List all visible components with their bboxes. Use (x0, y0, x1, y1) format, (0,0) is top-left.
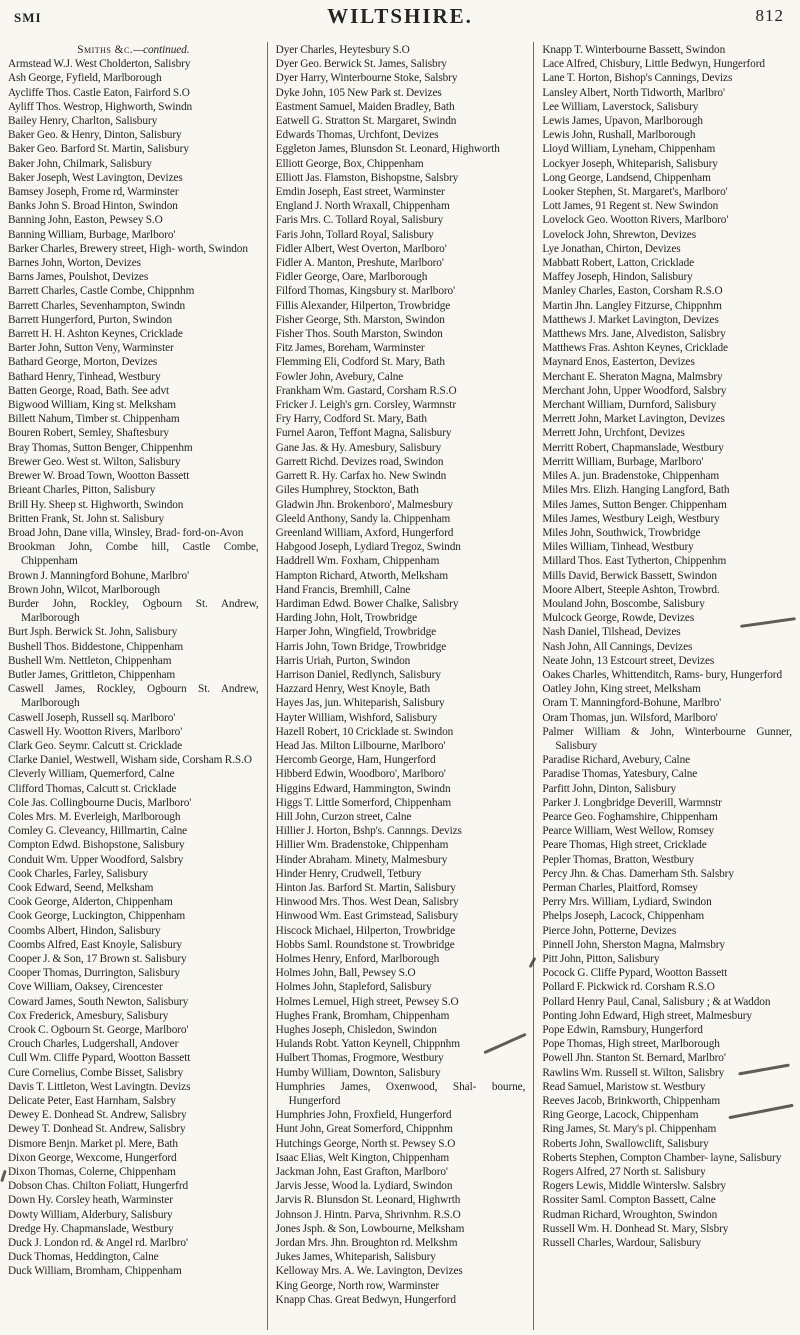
directory-entry: Lovelock John, Shrewton, Devizes (542, 228, 697, 241)
directory-entry: Hulands Robt. Yatton Keynell, Chippnhm (275, 1038, 460, 1051)
directory-entry: Delicate Peter, East Harnham, Salsbry (8, 1095, 176, 1108)
directory-entry: Hazzard Henry, West Knoyle, Bath (275, 683, 431, 696)
directory-entry: Barns James, Poulshot, Devizes (8, 271, 149, 284)
directory-entry: Ring George, Lacock, Chippenham (542, 1109, 699, 1122)
directory-entry: King George, North row, Warminster (275, 1279, 440, 1292)
directory-entry: Palmer William & John, Winterbourne Gunner, Salisbury (542, 725, 792, 752)
page-title: WILTSHIRE. (327, 4, 473, 28)
directory-entry: Coles Mrs. M. Everleigh, Marlborough (8, 810, 181, 823)
directory-entry: Miles A. jun. Bradenstoke, Chippenham (542, 470, 720, 483)
directory-entry: Dyer Geo. Berwick St. James, Salisbry (275, 58, 447, 71)
directory-entry: Brown John, Wilcot, Marlborough (8, 583, 160, 596)
directory-entry: Harris Uriah, Purton, Swindon (275, 654, 411, 667)
directory-entry: Lewis John, Rushall, Marlborough (542, 129, 696, 142)
directory-entry: Dewey E. Donhead St. Andrew, Salisbry (8, 1109, 187, 1122)
directory-entry: Oakes Charles, Whittenditch, Rams- bury, Hungerford (542, 668, 782, 681)
page-number: 812 (755, 6, 784, 25)
directory-entry: Cook Charles, Farley, Salisbury (8, 867, 148, 880)
directory-entry: Hughes Joseph, Chisledon, Swindon (275, 1024, 437, 1037)
directory-entry: Jarvis R. Blunsdon St. Leonard, Highwrth (275, 1194, 461, 1207)
directory-entry: Brewer Geo. West st. Wilton, Salisbury (8, 455, 181, 468)
directory-entry: Mulcock George, Rowde, Devizes (542, 612, 695, 625)
directory-entry: Nash Daniel, Tilshead, Devizes (542, 626, 681, 639)
directory-entry: Ayliff Thos. Westrop, Highworth, Swindn (8, 100, 193, 113)
directory-entry: Garrett R. Hy. Carfax ho. New Swindn (275, 470, 447, 483)
column-1-entries (8, 57, 259, 1278)
directory-entry: Bathard George, Morton, Devizes (8, 356, 158, 369)
directory-entry: Cooper J. & Son, 17 Brown st. Salisbury (8, 953, 187, 965)
directory-entry: Brill Hy. Sheep st. Highworth, Swindon (8, 498, 184, 511)
directory-entry: Cove William, Oaksey, Cirencester (8, 981, 163, 994)
directory-entry: Pollard Henry Paul, Canal, Salisbury ; & at Waddon (542, 995, 771, 1008)
directory-entry: Brown J. Manningford Bohune, Marlbro' (8, 569, 190, 582)
directory-entry: Hazell Robert, 10 Cricklade st. Swindon (275, 725, 454, 738)
directory-entry: Furnel Aaron, Teffont Magna, Salisbury (275, 427, 452, 440)
directory-entry: Jordan Mrs. Jhn. Broughton rd. Melkshm (275, 1237, 458, 1250)
directory-entry: Oatley John, King street, Melksham (542, 683, 701, 696)
directory-entry: Jarvis Jesse, Wood la. Lydiard, Swindon (275, 1180, 453, 1193)
directory-entry: Reeves Jacob, Brinkworth, Chippenham (542, 1095, 721, 1108)
directory-entry: Powell Jhn. Stanton St. Bernard, Marlbro' (542, 1052, 726, 1065)
directory-entry: Russell Charles, Wardour, Salisbury (542, 1237, 702, 1250)
directory-entry: Fitz James, Boreham, Warminster (275, 342, 425, 355)
directory-entry: Roberts John, Swallowclift, Salisbury (542, 1137, 709, 1150)
directory-entry: Barrett H. H. Ashton Keynes, Cricklade (8, 328, 183, 341)
directory-entry: Elliott George, Box, Chippenham (275, 157, 424, 170)
directory-entry: Billett Nahum, Timber st. Chippenham (8, 413, 180, 426)
directory-entry: Garrett Richd. Devizes road, Swindon (275, 455, 444, 468)
directory-entry: Phelps Joseph, Lacock, Chippenham (542, 910, 705, 923)
directory-entry: Pope Thomas, High street, Marlborough (542, 1038, 720, 1051)
directory-entry: Bailey Henry, Charlton, Salisbury (8, 115, 158, 128)
directory-entry: Humby William, Downton, Salisbury (275, 1066, 441, 1079)
directory-entry: Bushell Thos. Biddestone, Chippenham (8, 640, 184, 653)
directory-entry: Matthews Mrs. Jane, Alvediston, Salisbry (542, 328, 726, 341)
directory-entry: Moore Albert, Steeple Ashton, Trowbrd. (542, 583, 720, 596)
directory-columns (0, 42, 800, 1330)
directory-entry: Giles Humphrey, Stockton, Bath (275, 484, 419, 497)
directory-entry: Parker J. Longbridge Deverill, Warmnstr (542, 796, 722, 809)
directory-entry: England J. North Wraxall, Chippenham (275, 200, 450, 213)
directory-entry: Cox Frederick, Amesbury, Salisbury (8, 1009, 169, 1022)
directory-entry: Britten Frank, St. John st. Salisbury (8, 512, 165, 525)
directory-entry: Ponting John Edward, High street, Malmesbury (542, 1009, 752, 1022)
directory-entry: Humphries John, Froxfield, Hungerford (275, 1109, 452, 1122)
directory-entry: Batten George, Road, Bath. See advt (8, 384, 170, 397)
running-head: SMI (14, 10, 42, 25)
directory-entry: Jones Jsph. & Son, Lowbourne, Melksham (275, 1222, 465, 1235)
directory-entry: Gladwin Jhn. Brokenboro', Malmesbury (275, 498, 453, 511)
directory-entry: Jukes James, Whiteparish, Salisbury (275, 1251, 436, 1264)
column-2 (267, 42, 534, 1330)
directory-entry: Hand Francis, Bremhill, Calne (275, 583, 411, 596)
directory-entry: Burder John, Rockley, Ogbourn St. Andrew, Marlborough (8, 597, 259, 625)
directory-entry: Ash George, Fyfield, Marlborough (8, 72, 162, 85)
directory-entry: Perman Charles, Plaitford, Romsey (542, 881, 698, 894)
directory-entry: Miles William, Tinhead, Westbury (542, 541, 694, 554)
directory-entry: Read Samuel, Maristow st. Westbury (542, 1080, 706, 1093)
directory-entry: Hardiman Edwd. Bower Chalke, Salisbry (275, 597, 459, 610)
section-heading-continued: —continued. (133, 44, 190, 56)
directory-entry: Pearce Geo. Foghamshire, Chippenham (542, 810, 718, 823)
directory-entry: Hinton Jas. Barford St. Martin, Salisbury (275, 881, 456, 894)
directory-entry: Clarke Daniel, Westwell, Wisham side, Corsham R.S.O (8, 754, 252, 767)
directory-entry: Pitt John, Pitton, Salisbury (542, 953, 660, 965)
directory-entry: Eggleton James, Blunsdon St. Leonard, Highworth (275, 143, 500, 156)
directory-entry: Cook George, Alderton, Chippenham (8, 896, 173, 909)
directory-entry: Harper John, Wingfield, Trowbridge (275, 626, 437, 639)
directory-entry: Barrett Charles, Sevenhampton, Swindn (8, 299, 186, 312)
directory-entry: Holmes John, Stapleford, Salisbury (275, 981, 432, 994)
directory-entry: Kelloway Mrs. A. We. Lavington, Devizes (275, 1265, 463, 1278)
directory-entry: Cooper Thomas, Durrington, Salisbury (8, 967, 180, 980)
directory-entry: Rogers Alfred, 27 North st. Salisbury (542, 1166, 706, 1179)
directory-entry: Duck William, Bromham, Chippenham (8, 1265, 182, 1278)
directory-entry: Eatwell G. Stratton St. Margaret, Swindn (275, 115, 457, 128)
directory-entry: Merchant John, Upper Woodford, Salsbry (542, 384, 727, 397)
directory-entry: Dismore Benjn. Market pl. Mere, Bath (8, 1137, 178, 1150)
directory-entry: Maffey Joseph, Hindon, Salisbury (542, 271, 693, 284)
directory-entry: Hibberd Edwin, Woodboro', Marlboro' (275, 768, 446, 781)
directory-entry: Faris John, Tollard Royal, Salisbury (275, 228, 434, 241)
directory-entry: Bouren Robert, Semley, Shaftesbury (8, 427, 169, 440)
directory-entry: Barker Charles, Brewery street, High- worth, Swindon (8, 242, 248, 255)
column-2-entries (276, 43, 526, 1307)
directory-entry: Baker Joseph, West Lavington, Devizes (8, 171, 183, 184)
directory-entry: Fidler Albert, West Overton, Marlboro' (275, 242, 447, 255)
directory-entry: Manley Charles, Easton, Corsham R.S.O (542, 285, 723, 298)
directory-entry: Miles Mrs. Elizh. Hanging Langford, Bath (542, 484, 730, 497)
directory-entry: Dyke John, 105 New Park st. Devizes (275, 86, 442, 99)
directory-entry: Lloyd William, Lyneham, Chippenham (542, 143, 716, 156)
directory-entry: Hunt John, Great Somerford, Chippnhm (275, 1123, 453, 1136)
directory-entry: Isaac Elias, Welt Kington, Chippenham (275, 1151, 450, 1164)
directory-entry: Hughes Frank, Bromham, Chippenham (275, 1009, 450, 1022)
directory-entry: Hercomb George, Ham, Hungerford (275, 754, 436, 767)
directory-entry: Percy Jhn. & Chas. Damerham Sth. Salsbry (542, 867, 734, 880)
directory-entry: Pollard F. Pickwick rd. Corsham R.S.O (542, 981, 715, 994)
directory-entry: Banning John, Easton, Pewsey S.O (8, 214, 163, 227)
directory-entry: Humphries James, Oxenwood, Shal- bourne, Hungerford (275, 1080, 526, 1108)
directory-entry: Knapp T. Winterbourne Bassett, Swindon (542, 44, 726, 56)
directory-entry: Lovelock Geo. Wootton Rivers, Marlboro' (542, 214, 729, 227)
directory-entry: Gane Jas. & Hy. Amesbury, Salisbury (275, 441, 442, 454)
directory-entry: Holmes John, Ball, Pewsey S.O (275, 967, 416, 980)
directory-entry: Hinwood Wm. East Grimstead, Salisbury (275, 910, 459, 923)
directory-entry: Hayter William, Wishford, Salisbury (275, 711, 438, 724)
directory-entry: Barrett Charles, Castle Combe, Chippnhm (8, 285, 195, 298)
directory-entry: Barrett Hungerford, Purton, Swindon (8, 313, 173, 326)
directory-entry: Bigwood William, King st. Melksham (8, 399, 176, 412)
directory-entry: Pinnell John, Sherston Magna, Malmsbry (542, 938, 725, 951)
directory-entry: Crook C. Ogbourn St. George, Marlboro' (8, 1024, 189, 1037)
directory-entry: Higgs T. Little Somerford, Chippenham (275, 796, 452, 809)
directory-entry: Dobson Chas. Chilton Foliatt, Hungerfrd (8, 1180, 189, 1193)
directory-entry: Oram T. Manningford-Bohune, Marlbro' (542, 697, 722, 710)
directory-entry: Rudman Richard, Wroughton, Swindon (542, 1208, 718, 1221)
directory-entry: Lansley Albert, North Tidworth, Marlbro' (542, 86, 725, 99)
directory-entry: Habgood Joseph, Lydiard Tregoz, Swindn (275, 541, 461, 554)
directory-entry: Hinder Abraham. Minety, Malmesbury (275, 853, 448, 866)
directory-entry: Clifford Thomas, Calcutt st. Cricklade (8, 782, 177, 795)
directory-entry: Looker Stephen, St. Margaret's, Marlboro' (542, 186, 728, 199)
directory-entry: Lace Alfred, Chisbury, Little Bedwyn, Hungerford (542, 58, 765, 71)
directory-entry: Maynard Enos, Easterton, Devizes (542, 356, 695, 369)
directory-entry: Neate John, 13 Estcourt street, Devizes (542, 654, 715, 667)
directory-entry: Matthews J. Market Lavington, Devizes (542, 313, 719, 326)
directory-entry: Filford Thomas, Kingsbury st. Marlboro' (275, 285, 456, 298)
section-heading-name: Smiths &c. (77, 44, 134, 56)
directory-entry: Hillier J. Horton, Bshp's. Cannngs. Devizs (275, 825, 462, 838)
directory-entry: Paradise Richard, Avebury, Calne (542, 754, 691, 767)
directory-entry: Hinwood Mrs. Thos. West Dean, Salisbry (275, 896, 459, 909)
directory-entry: Rossiter Saml. Compton Bassett, Calne (542, 1194, 716, 1207)
directory-entry: Cook Edward, Seend, Melksham (8, 881, 154, 894)
directory-entry: Long George, Landsend, Chippenham (542, 171, 711, 184)
directory-entry: Dewey T. Donhead St. Andrew, Salisbry (8, 1123, 186, 1136)
page-header (0, 0, 800, 42)
directory-entry: Fillis Alexander, Hilperton, Trowbridge (275, 299, 451, 312)
directory-entry: Greenland William, Axford, Hungerford (275, 526, 454, 539)
directory-entry: Bray Thomas, Sutton Benger, Chippenhm (8, 441, 193, 454)
directory-entry: Banning William, Burbage, Marlboro' (8, 228, 176, 241)
directory-entry: Baker Geo. & Henry, Dinton, Salisbury (8, 129, 182, 142)
directory-entry: Hobbs Saml. Roundstone st. Trowbridge (275, 938, 455, 951)
directory-entry: Knapp Chas. Great Bedwyn, Hungerford (275, 1293, 456, 1306)
directory-entry: Pocock G. Cliffe Pypard, Wootton Bassett (542, 967, 728, 980)
directory-entry: Conduit Wm. Upper Woodford, Salsbry (8, 853, 184, 866)
directory-entry: Bamsey Joseph, Frome rd, Warminster (8, 186, 179, 199)
directory-entry: Miles James, Westbury Leigh, Westbury (542, 512, 720, 525)
directory-entry: Cleverly William, Quemerford, Calne (8, 768, 175, 781)
directory-entry: Mouland John, Boscombe, Salisbury (542, 597, 705, 610)
directory-entry: Perry Mrs. William, Lydiard, Swindon (542, 896, 712, 909)
directory-entry: Comley G. Cleveancy, Hillmartin, Calne (8, 825, 188, 838)
directory-entry: Brookman John, Combe hill, Castle Combe, Chippenham (8, 541, 259, 568)
directory-entry: Butler James, Grittleton, Chippenham (8, 668, 176, 681)
directory-entry: Fisher George, Sth. Marston, Swindon (275, 313, 445, 326)
directory-entry: Aycliffe Thos. Castle Eaton, Fairford S.O (8, 86, 190, 99)
directory-entry: Head Jas. Milton Lilbourne, Marlboro' (275, 739, 446, 752)
directory-entry: Hayes Jas, jun. Whiteparish, Salisbury (275, 697, 445, 710)
directory-entry: Miles John, Southwick, Trowbridge (542, 526, 701, 539)
directory-entry: Paradise Thomas, Yatesbury, Calne (542, 768, 698, 781)
directory-entry: Lockyer Joseph, Whiteparish, Salisbury (542, 157, 718, 170)
directory-entry: Fricker J. Leigh's grn. Corsley, Warmnstr (275, 399, 456, 412)
directory-entry: Gleeld Anthony, Sandy la. Chippenham (275, 512, 451, 525)
directory-entry: Cull Wm. Cliffe Pypard, Wootton Bassett (8, 1052, 191, 1065)
directory-entry: Merritt Robert, Chapmanslade, Westbury (542, 441, 724, 454)
directory-entry: Hiscock Michael, Hilperton, Trowbridge (275, 924, 456, 937)
directory-entry: Flemming Eli, Codford St. Mary, Bath (275, 356, 445, 369)
directory-entry: Hillier Wm. Bradenstoke, Chippenham (275, 839, 449, 852)
directory-entry: Coombs Alfred, East Knoyle, Salisbury (8, 938, 182, 951)
directory-entry: Dixon George, Wexcome, Hungerford (8, 1151, 177, 1164)
directory-entry: Duck J. London rd. & Angel rd. Marlbro' (8, 1237, 188, 1250)
directory-entry: Coward James, South Newton, Salisbury (8, 995, 189, 1008)
directory-entry: Roberts Stephen, Compton Chamber- layne, Salisbury (542, 1151, 782, 1164)
directory-entry: Pope Edwin, Ramsbury, Hungerford (542, 1024, 703, 1037)
directory-entry: Brieant Charles, Pitton, Salisbury (8, 484, 156, 497)
directory-entry: Fisher Thos. South Marston, Swindon (275, 328, 443, 341)
directory-entry: Oram Thomas, jun. Wilsford, Marlboro' (542, 711, 718, 724)
directory-entry: Baker John, Chilmark, Salisbury (8, 157, 152, 170)
directory-entry: Caswell James, Rockley, Ogbourn St. Andrew, Marlborough (8, 683, 259, 710)
directory-entry: Merrett John, Market Lavington, Devizes (542, 413, 725, 426)
section-heading (8, 43, 259, 57)
directory-entry: Dredge Hy. Chapmanslade, Westbury (8, 1222, 174, 1235)
directory-entry: Crouch Charles, Ludgershall, Andover (8, 1038, 179, 1051)
directory-entry: Lee William, Laverstock, Salisbury (542, 100, 699, 113)
directory-entry: Cole Jas. Collingbourne Ducis, Marlboro' (8, 796, 192, 809)
directory-entry: Lewis James, Upavon, Marlborough (542, 115, 703, 128)
directory-entry: Hinder Henry, Crudwell, Tetbury (275, 867, 422, 880)
directory-entry: Barter John, Sutton Veny, Warminster (8, 342, 174, 355)
directory-entry: Miles James, Sutton Benger. Chippenham (542, 498, 727, 511)
directory-entry: Pierce John, Potterne, Devizes (542, 924, 677, 937)
directory-entry: Broad John, Dane villa, Winsley, Brad- ford-on-Avon (8, 526, 244, 539)
directory-entry: Dyer Charles, Heytesbury S.O (275, 44, 410, 56)
directory-entry: Millard Thos. East Tytherton, Chippenhm (542, 555, 727, 568)
directory-entry: Merchant William, Durnford, Salisbury (542, 399, 717, 412)
directory-entry: Hampton Richard, Atworth, Melksham (275, 569, 449, 582)
directory-entry: Nash John, All Cannings, Devizes (542, 640, 693, 653)
directory-entry: Fidler A. Manton, Preshute, Marlboro' (275, 257, 444, 270)
directory-entry: Eastment Samuel, Maiden Bradley, Bath (275, 100, 455, 113)
directory-entry: Burt Jsph. Berwick St. John, Salisbury (8, 626, 178, 639)
directory-entry: Parfitt John, Dinton, Salisbury (542, 782, 677, 795)
directory-entry: Bushell Wm. Nettleton, Chippenham (8, 654, 172, 667)
directory-entry: Edwards Thomas, Urchfont, Devizes (275, 129, 439, 142)
directory-entry: Elliott Jas. Flamston, Bishopstne, Salsbry (275, 171, 459, 184)
directory-entry: Matthews Fras. Ashton Keynes, Cricklade (542, 342, 728, 355)
directory-entry: Hutchings George, North st. Pewsey S.O (275, 1137, 456, 1150)
directory-entry: Faris Mrs. C. Tollard Royal, Salisbury (275, 214, 444, 227)
directory-entry: Martin Jhn. Langley Fitzurse, Chippnhm (542, 299, 722, 312)
directory-entry: Johnson J. Hintn. Parva, Shrivnhm. R.S.O (275, 1208, 461, 1221)
directory-entry: Mills David, Berwick Bassett, Swindon (542, 569, 717, 582)
directory-entry: Cook George, Luckington, Chippenham (8, 910, 186, 923)
directory-entry: Harrison Daniel, Redlynch, Salisbury (275, 668, 441, 681)
directory-entry: Merritt William, Burbage, Marlboro' (542, 455, 704, 468)
column-1 (0, 42, 267, 1330)
directory-entry: Davis T. Littleton, West Lavingtn. Devizs (8, 1080, 191, 1093)
directory-entry: Brewer W. Broad Town, Wootton Bassett (8, 470, 190, 483)
directory-entry: Dowty William, Alderbury, Salisbury (8, 1208, 173, 1221)
directory-entry: Down Hy. Corsley heath, Warminster (8, 1194, 173, 1207)
directory-entry: Bathard Henry, Tinhead, Westbury (8, 370, 161, 383)
directory-entry: Higgins Edward, Hammington, Swindn (275, 782, 451, 795)
column-3 (533, 42, 800, 1330)
directory-entry: Peare Thomas, High street, Cricklade (542, 839, 707, 852)
directory-entry: Barnes John, Worton, Devizes (8, 257, 141, 270)
directory-entry: Harding John, Holt, Trowbridge (275, 612, 418, 625)
directory-entry: Dyer Harry, Winterbourne Stoke, Salsbry (275, 72, 458, 85)
directory-entry: Harris John, Town Bridge, Trowbridge (275, 640, 447, 653)
directory-entry: Armstead W.J. West Cholderton, Salisbry (8, 58, 191, 71)
directory-entry: Holmes Henry, Enford, Marlborough (275, 953, 440, 965)
directory-entry: Haddrell Wm. Foxham, Chippenham (275, 555, 440, 568)
directory-entry: Pepler Thomas, Bratton, Westbury (542, 853, 695, 866)
directory-entry: Fidler George, Oare, Marlborough (275, 271, 428, 284)
directory-entry: Fowler John, Avebury, Calne (275, 370, 404, 383)
directory-entry: Hulbert Thomas, Frogmore, Westbury (275, 1052, 444, 1065)
directory-entry: Dixon Thomas, Colerne, Chippenham (8, 1166, 176, 1179)
directory-entry: Merchant E. Sheraton Magna, Malmsbry (542, 370, 723, 383)
directory-entry: Lott James, 91 Regent st. New Swindon (542, 200, 719, 213)
directory-entry: Clark Geo. Seymr. Calcutt st. Cricklade (8, 739, 183, 752)
directory-entry: Caswell Joseph, Russell sq. Marlboro' (8, 711, 176, 724)
directory-entry: Lye Jonathan, Chirton, Devizes (542, 242, 681, 255)
directory-entry: Hill John, Curzon street, Calne (275, 810, 412, 823)
directory-entry: Fry Harry, Codford St. Mary, Bath (275, 413, 427, 426)
directory-entry: Holmes Lemuel, High street, Pewsey S.O (275, 995, 459, 1008)
directory-entry: Merrett John, Urchfont, Devizes (542, 427, 685, 440)
directory-entry: Emdin Joseph, East street, Warminster (275, 186, 445, 199)
directory-entry: Duck Thomas, Heddington, Calne (8, 1251, 159, 1264)
directory-entry: Lane T. Horton, Bishop's Cannings, Devizs (542, 72, 733, 85)
directory-entry: Banks John S. Broad Hinton, Swindon (8, 200, 178, 213)
directory-entry: Frankham Wm. Gastard, Corsham R.S.O (275, 384, 457, 397)
directory-entry: Rogers Lewis, Middle Winterslw. Salsbry (542, 1180, 726, 1193)
directory-entry: Rawlins Wm. Russell st. Wilton, Salisbry (542, 1066, 725, 1079)
directory-entry: Mabbatt Robert, Latton, Cricklade (542, 257, 695, 270)
directory-entry: Pearce William, West Wellow, Romsey (542, 825, 715, 838)
directory-entry: Compton Edwd. Bishopstone, Salisbury (8, 839, 185, 852)
directory-entry: Russell Wm. H. Donhead St. Mary, Slsbry (542, 1222, 729, 1235)
directory-entry: Cure Cornelius, Combe Bisset, Salisbry (8, 1066, 184, 1079)
directory-entry: Jackman John, East Grafton, Marlboro' (275, 1166, 448, 1179)
directory-entry: Baker Geo. Barford St. Martin, Salisbury (8, 143, 189, 156)
directory-entry: Caswell Hy. Wootton Rivers, Marlboro' (8, 725, 183, 738)
directory-entry: Coombs Albert, Hindon, Salisbury (8, 924, 161, 937)
directory-entry: Ring James, St. Mary's pl. Chippenham (542, 1123, 717, 1136)
